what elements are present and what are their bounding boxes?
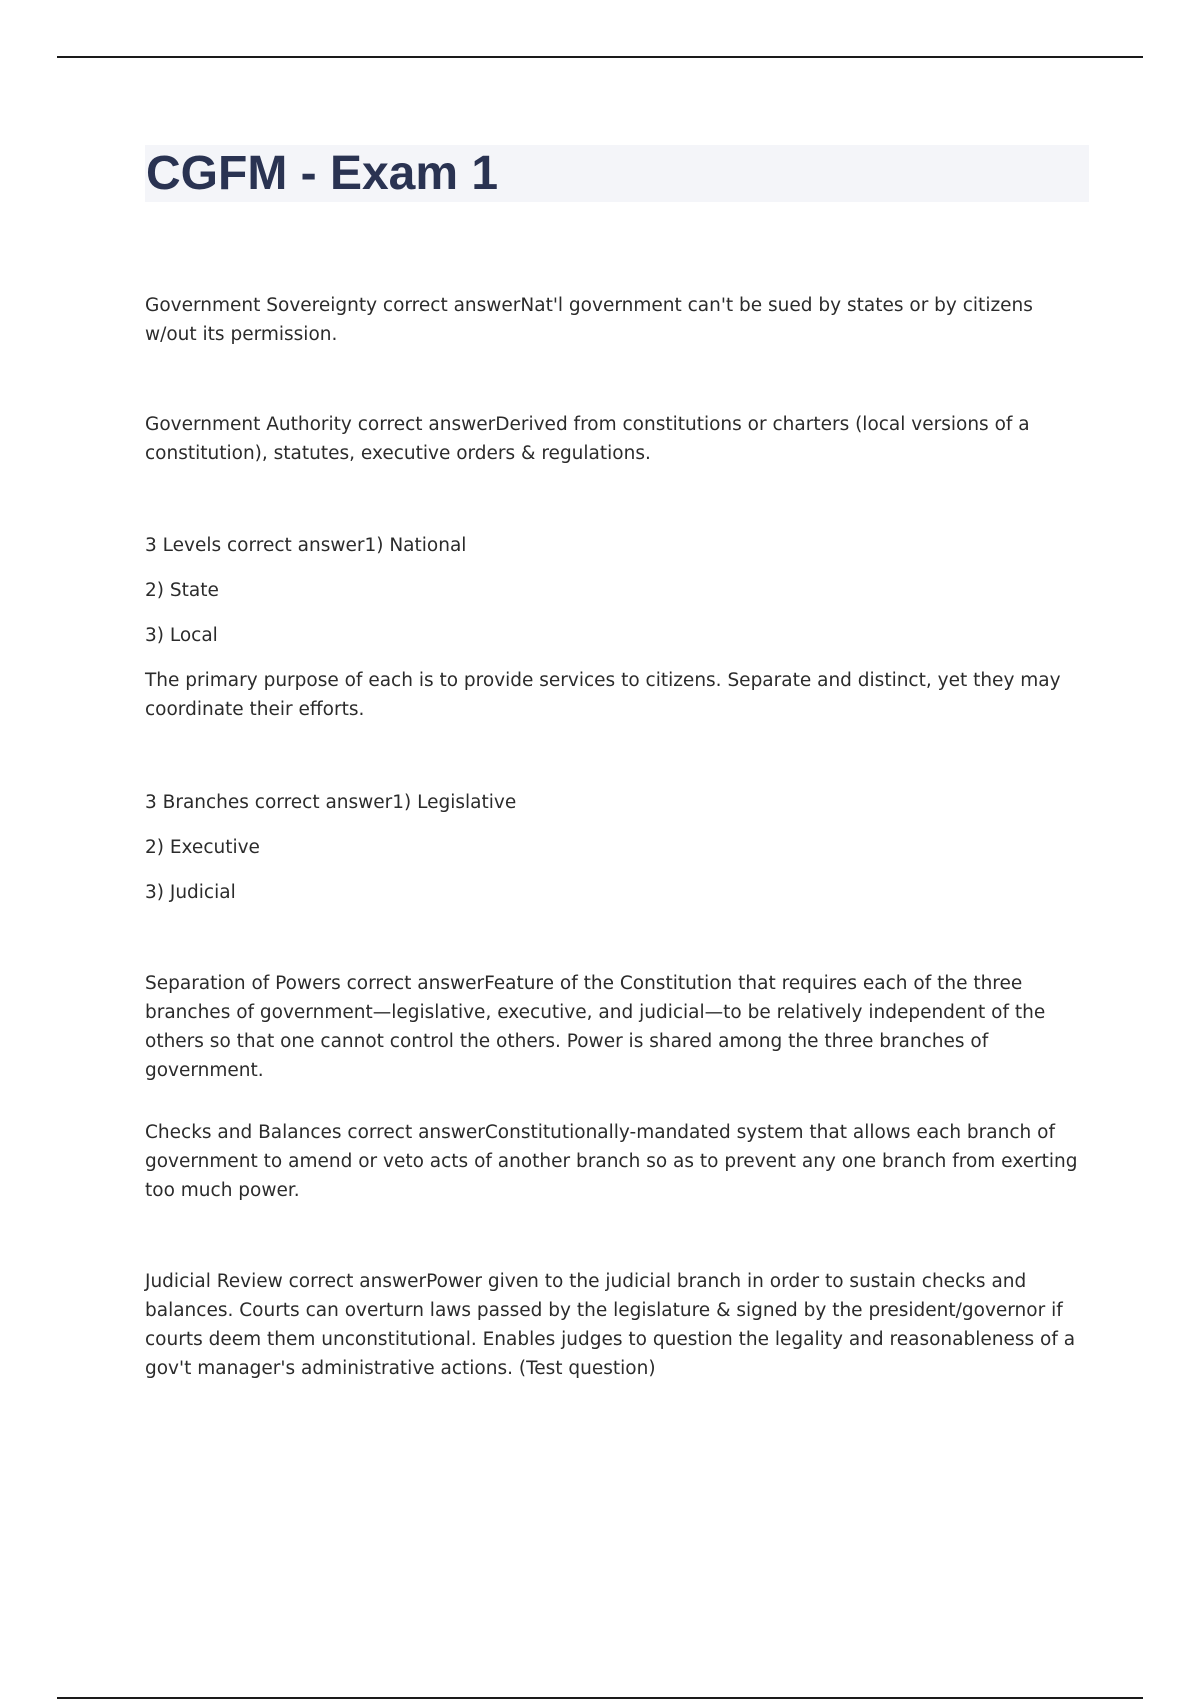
entry-government-authority (145, 410, 1090, 468)
entry-text: Judicial Review correct answerPower given to the judicial branch in order to sustain checks and balances. Courts can overturn laws passed by the legislature & signed by the president/governor if courts deem them unconstitutional. Enables judges to question the legality and reasonableness of a gov't manager's administrative actions. (Test question) (145, 1271, 1076, 1379)
entry-list-item: 3) Judicial (145, 882, 236, 903)
entry-list-item: 3) Local (145, 625, 218, 646)
entry-three-levels (145, 531, 1090, 724)
entry-text: Government Authority correct answerDerived from constitutions or charters (local versions of a constitution), statutes, executive orders & regulations. (145, 414, 1030, 464)
entry-text: 3 Branches correct answer1) Legislative (145, 792, 517, 813)
entry-text: The primary purpose of each is to provide services to citizens. Separate and distinct, yet they may coordinate their efforts. (145, 670, 1061, 720)
entry-text: Separation of Powers correct answerFeature of the Constitution that requires each of the three branches of government—legislative, executive, and judicial—to be relatively independent of the others so that one cannot control the others. Power is shared among the three branches of government. (145, 973, 1046, 1081)
entry-checks-and-balances (145, 1118, 1090, 1205)
entry-government-sovereignty (145, 291, 1090, 349)
footer-rule (57, 1697, 1143, 1699)
entry-text: Checks and Balances correct answerConstitutionally-mandated system that allows each branch of government to amend or veto acts of another branch so as to prevent any one branch from exerting too much power. (145, 1122, 1078, 1201)
page-title: CGFM - Exam 1 (146, 147, 499, 200)
entry-list-item: 2) State (145, 580, 219, 601)
entry-separation-of-powers (145, 969, 1090, 1085)
entry-text: 3 Levels correct answer1) National (145, 535, 467, 556)
header-rule (57, 56, 1143, 58)
entry-judicial-review (145, 1267, 1090, 1383)
entry-list-item: 2) Executive (145, 837, 260, 858)
entry-text: Government Sovereignty correct answerNat'l government can't be sued by states or by citizens w/out its permission. (145, 295, 1033, 345)
entry-three-branches (145, 788, 1090, 907)
